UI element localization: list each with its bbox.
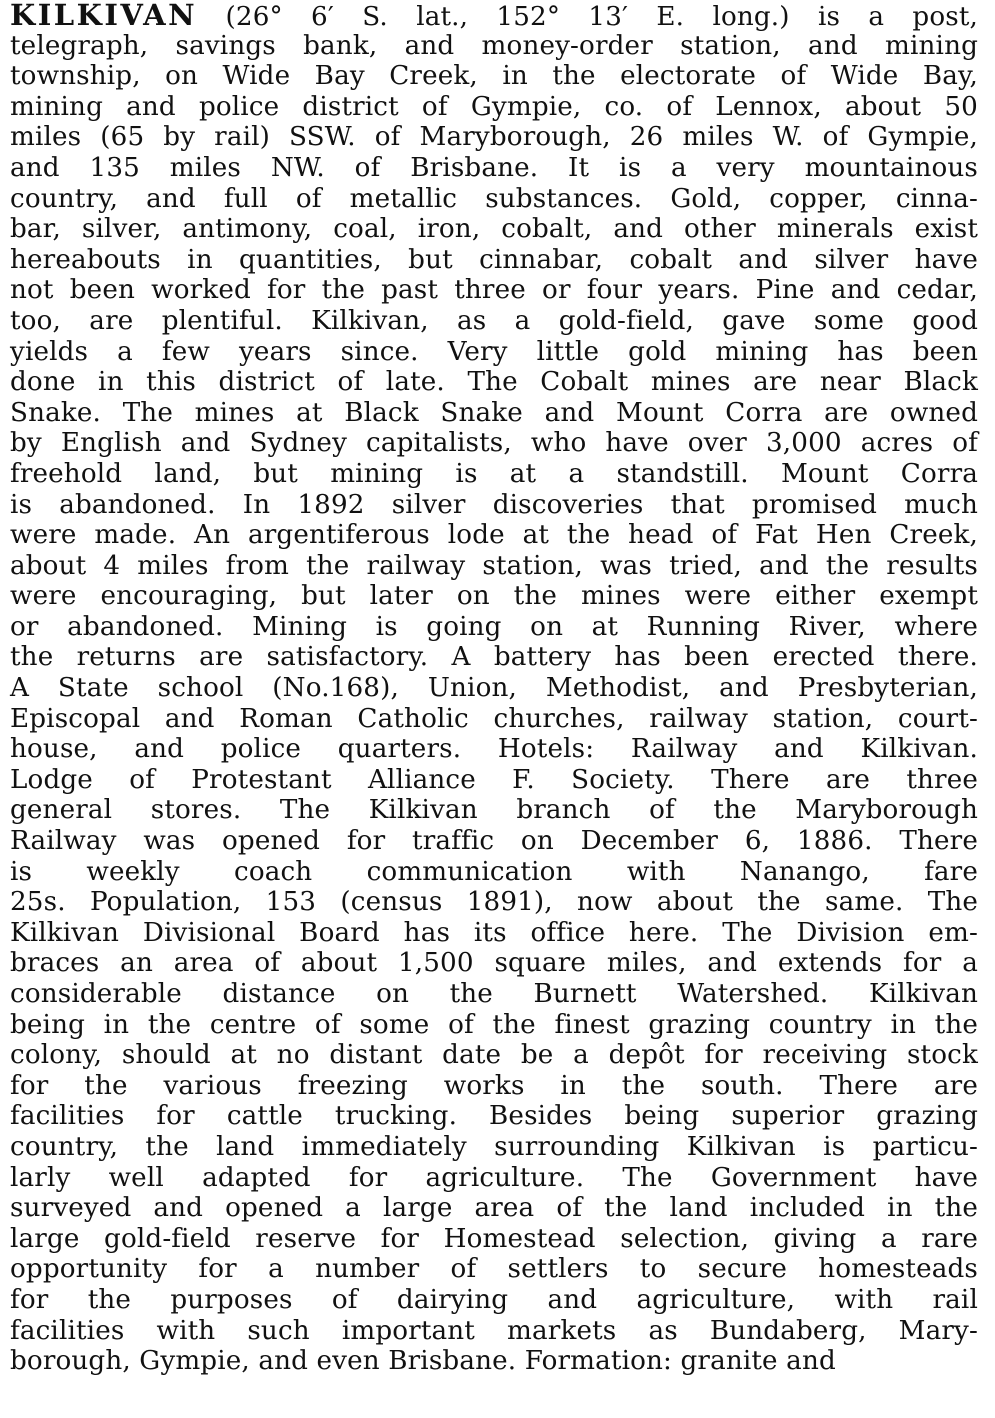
entry-line: being in the centre of some of the finest grazing country in the [10,1009,978,1040]
entry-line: colony, should at no distant date be a depôt for receiving stock [10,1040,978,1071]
entry-line: is abandoned. In 1892 silver discoveries that promised much [10,489,978,520]
entry-line: mining and police district of Gympie, co. of Lennox, about 50 [10,91,978,122]
entry-line: hereabouts in quantities, but cinnabar, cobalt and silver have [10,244,978,275]
entry-line: A State school (No.168), Union, Methodist, and Presbyterian, [10,673,978,704]
entry-line: larly well adapted for agriculture. The Government have [10,1162,978,1193]
entry-line: house, and police quarters. Hotels: Railway and Kilkivan. [10,734,978,765]
entry-line: miles (65 by rail) SSW. of Maryborough, 26 miles W. of Gympie, [10,122,978,153]
entry-line: for the purposes of dairying and agriculture, with rail [10,1284,978,1315]
entry-line: done in this district of late. The Cobalt mines are near Black [10,367,978,398]
entry-line: bar, silver, antimony, coal, iron, cobalt, and other minerals exist [10,214,978,245]
entry-line: facilities for cattle trucking. Besides being superior grazing [10,1101,978,1132]
entry-first-line [10,0,978,31]
entry-line: yields a few years since. Very little gold mining has been [10,336,978,367]
entry-line: telegraph, savings bank, and money-order station, and mining [10,30,978,61]
entry-line: facilities with such important markets as Bundaberg, Mary- [10,1315,978,1346]
entry-line: Railway was opened for traffic on December 6, 1886. There [10,826,978,857]
entry-line: country, the land immediately surrounding Kilkivan is particu- [10,1131,978,1162]
entry-line: too, are plentiful. Kilkivan, as a gold-field, gave some good [10,305,978,336]
entry-line: general stores. The Kilkivan branch of the Maryborough [10,795,978,826]
entry-last-line: borough, Gympie, and even Brisbane. Formation: granite and [10,1346,836,1377]
entry-line: about 4 miles from the railway station, was tried, and the results [10,550,978,581]
entry-line: for the various freezing works in the south. There are [10,1070,978,1101]
entry-line: Kilkivan Divisional Board has its office here. The Division em- [10,917,978,948]
entry-line: is weekly coach communication with Nanango, fare [10,856,978,887]
entry-line: braces an area of about 1,500 square miles, and extends for a [10,948,978,979]
entry-line: were encouraging, but later on the mines were either exempt [10,581,978,612]
entry-heading: KILKIVAN [10,0,198,32]
entry-line: Snake. The mines at Black Snake and Mount Corra are owned [10,397,978,428]
gazetteer-entry [10,0,978,1377]
entry-line: freehold land, but mining is at a standstill. Mount Corra [10,458,978,489]
entry-first-line-text: (26° 6′ S. lat., 152° 13′ E. long.) is a post, [225,2,978,32]
entry-line: by English and Sydney capitalists, who have over 3,000 acres of [10,428,978,459]
entry-line: and 135 miles NW. of Brisbane. It is a very mountainous [10,152,978,183]
entry-line: surveyed and opened a large area of the land included in the [10,1193,978,1224]
entry-line: country, and full of metallic substances. Gold, copper, cinna- [10,183,978,214]
entry-line: or abandoned. Mining is going on at Running River, where [10,611,978,642]
entry-line: Lodge of Protestant Alliance F. Society. There are three [10,764,978,795]
entry-line: the returns are satisfactory. A battery has been erected there. [10,642,978,673]
entry-line: Episcopal and Roman Catholic churches, railway station, court- [10,703,978,734]
entry-line: large gold-field reserve for Homestead selection, giving a rare [10,1223,978,1254]
entry-line: not been worked for the past three or four years. Pine and cedar, [10,275,978,306]
entry-line: opportunity for a number of settlers to secure homesteads [10,1254,978,1285]
entry-line: were made. An argentiferous lode at the head of Fat Hen Creek, [10,520,978,551]
entry-line: township, on Wide Bay Creek, in the electorate of Wide Bay, [10,61,978,92]
entry-line: considerable distance on the Burnett Watershed. Kilkivan [10,979,978,1009]
entry-line: 25s. Population, 153 (census 1891), now about the same. The [10,887,978,918]
